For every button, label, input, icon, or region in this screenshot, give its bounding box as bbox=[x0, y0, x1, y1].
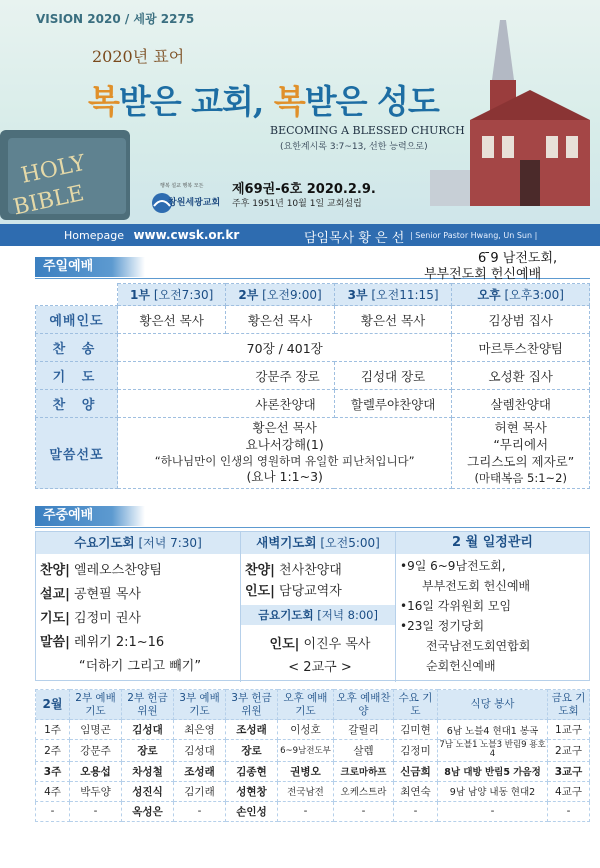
table-cell: 성진식 bbox=[122, 781, 174, 801]
column-title: 수요기도회 bbox=[74, 535, 135, 550]
item-key: 찬양| bbox=[40, 563, 70, 578]
column-header: 2부 예배기도 bbox=[70, 690, 122, 720]
duty-roster-table bbox=[35, 689, 590, 822]
table-cell: 김상범 집사 bbox=[452, 306, 590, 334]
logo-tagline: 행복 설교 행복 모든 bbox=[160, 183, 204, 189]
table-cell: 차성철 bbox=[122, 761, 174, 781]
table-cell: 최은영 bbox=[174, 720, 226, 740]
table-cell: 4주 bbox=[36, 781, 70, 801]
table-cell: 조성래 bbox=[174, 761, 226, 781]
table-cell: 김성대 bbox=[122, 720, 174, 740]
row-label: 예배인도 bbox=[36, 306, 118, 334]
sermon-scripture: (요나 1:1~3) bbox=[246, 469, 323, 485]
column-header: 2월 bbox=[36, 690, 70, 720]
service-name: 2부 bbox=[238, 288, 259, 302]
bulletin-header bbox=[0, 0, 600, 246]
table-cell: 9남 남양 내동 현대2 bbox=[438, 781, 548, 801]
service-time: [오전7:30] bbox=[153, 288, 214, 302]
table-cell: - bbox=[394, 801, 438, 821]
table-row bbox=[36, 334, 590, 362]
table-cell: 황은선 목사 bbox=[334, 306, 452, 334]
table-cell: 김미현 bbox=[394, 720, 438, 740]
service-time: [오후3:00] bbox=[504, 288, 564, 302]
table-row bbox=[36, 306, 590, 334]
sermon-cell bbox=[118, 418, 452, 489]
table-cell: 70장 / 401장 bbox=[118, 334, 452, 362]
pm-sermon-title: “무리에서 bbox=[493, 436, 549, 452]
service-name: 1부 bbox=[130, 288, 150, 302]
homepage-url[interactable]: www.cwsk.or.kr bbox=[133, 228, 240, 242]
table-cell: 4교구 bbox=[548, 781, 590, 801]
service-pm-header bbox=[452, 284, 590, 306]
column-header bbox=[36, 532, 240, 554]
table-cell: 장로 bbox=[226, 740, 278, 762]
table-cell: 2주 bbox=[36, 740, 70, 762]
schedule-item: 전국남전도회연합회 bbox=[426, 639, 531, 653]
table-cell: 김종현 bbox=[226, 761, 278, 781]
table-cell: - bbox=[438, 801, 548, 821]
list-item bbox=[40, 583, 240, 602]
table-cell: 마르투스찬양팀 bbox=[452, 334, 590, 362]
table-cell: - bbox=[548, 801, 590, 821]
table-cell: 7남 노블1 노블3 반림9 용호4 bbox=[439, 740, 546, 760]
service-name: 오후 bbox=[477, 288, 501, 302]
table-cell: 오용섭 bbox=[70, 761, 122, 781]
table-row bbox=[36, 284, 590, 306]
column-time: [오전5:00] bbox=[316, 536, 380, 550]
table-row bbox=[36, 720, 590, 740]
table-cell: 조성래 bbox=[226, 720, 278, 740]
column-header: 오후 예배기도 bbox=[278, 690, 334, 720]
table-cell: 이성호 bbox=[278, 720, 334, 740]
schedule-item: •9일 6~9남전도회, bbox=[400, 559, 506, 573]
column-header: 수요 기도 bbox=[394, 690, 438, 720]
column-header: 3부 예배기도 bbox=[174, 690, 226, 720]
column-header: 오후 예배찬양 bbox=[334, 690, 394, 720]
headline bbox=[88, 76, 439, 123]
table-cell: 3교구 bbox=[548, 761, 590, 781]
pm-preacher: 허현 목사 bbox=[494, 420, 547, 435]
item-value: 천사찬양대 bbox=[274, 563, 342, 578]
table-row bbox=[36, 801, 590, 821]
headline-part: 복 bbox=[88, 82, 119, 121]
table-cell: 임명곤 bbox=[70, 720, 122, 740]
pm-sermon-cell bbox=[452, 418, 590, 489]
service-name: 3부 bbox=[347, 288, 368, 302]
monthly-schedule-header: 2 월 일정관리 bbox=[396, 532, 589, 554]
table-cell: - bbox=[334, 801, 394, 821]
table-cell: 김성대 bbox=[174, 740, 226, 762]
church-name: 창원세광교회 bbox=[168, 198, 221, 208]
headline-part: 복 bbox=[273, 82, 305, 121]
schedule-item: •16일 각위원회 모임 bbox=[400, 599, 512, 613]
table-cell: - bbox=[36, 801, 70, 821]
service-2-header bbox=[226, 284, 334, 306]
item-key: 설교| bbox=[40, 587, 70, 602]
list-item bbox=[245, 633, 395, 652]
row-label: 찬 송 bbox=[36, 334, 118, 362]
table-cell: 2교구 bbox=[548, 740, 590, 762]
svg-text:BIBLE: BIBLE bbox=[11, 181, 87, 221]
weekday-worship-title: 주중예배 bbox=[35, 506, 145, 526]
wednesday-prayer-column bbox=[36, 532, 241, 682]
item-key: 찬양| bbox=[245, 563, 275, 578]
table-cell: 손인성 bbox=[226, 801, 278, 821]
sunday-worship-title: 주일예배 bbox=[35, 257, 145, 277]
svg-text:HOLY: HOLY bbox=[18, 150, 88, 189]
table-cell: 박두양 bbox=[70, 781, 122, 801]
table-cell: 신금희 bbox=[394, 761, 438, 781]
item-key: 인도| bbox=[245, 584, 275, 599]
list-item bbox=[40, 559, 240, 578]
column-header: 금요 기도회 bbox=[548, 690, 590, 720]
table-cell: 오케스트라 bbox=[334, 781, 394, 801]
table-cell: 황은선 목사 bbox=[118, 306, 226, 334]
table-row bbox=[36, 781, 590, 801]
motto-label: 2020년 표어 bbox=[92, 47, 185, 66]
table-cell: 김성대 장로 bbox=[334, 362, 452, 390]
table-row bbox=[36, 362, 590, 390]
table-cell: 크로마하프 bbox=[334, 761, 394, 781]
service-time: [오전11:15] bbox=[371, 288, 439, 302]
table-cell: 권병오 bbox=[278, 761, 334, 781]
column-header: 식당 봉사 bbox=[438, 690, 548, 720]
table-cell: 8남 대방 반림5 가음정 bbox=[438, 761, 548, 781]
table-cell: 강문주 장로 bbox=[118, 362, 335, 390]
senior-pastor: 담임목사 황 은 선 bbox=[304, 231, 405, 246]
bible-image bbox=[0, 120, 140, 230]
senior-pastor-english: | Senior Pastor Hwang, Un Sun | bbox=[410, 231, 538, 240]
table-cell: 성현창 bbox=[226, 781, 278, 801]
list-item bbox=[40, 631, 240, 650]
schedule-item: •23일 정기당회 bbox=[400, 619, 485, 633]
row-label: 기 도 bbox=[36, 362, 118, 390]
item-key: 기도| bbox=[40, 611, 70, 626]
table-cell: - bbox=[174, 801, 226, 821]
table-cell: 살렘 bbox=[334, 740, 394, 762]
headline-part: 받은 성도 bbox=[304, 82, 439, 121]
table-row bbox=[36, 418, 590, 489]
item-value: 공현필 목사 bbox=[69, 587, 141, 602]
founded-date: 주후 1951년 10월 1일 교회설립 bbox=[232, 199, 362, 209]
special-service-line-2: 부부전도회 헌신예배 bbox=[424, 267, 542, 282]
table-cell: 3주 bbox=[36, 761, 70, 781]
column-header bbox=[241, 532, 395, 554]
schedule-item: 부부전도회 헌신예배 bbox=[422, 579, 531, 593]
table-cell: 살렘찬양대 bbox=[452, 390, 590, 418]
table-cell: 강문주 bbox=[70, 740, 122, 762]
column-header: 3부 헌금위원 bbox=[226, 690, 278, 720]
service-time: [오전9:00] bbox=[262, 288, 322, 302]
sunday-worship-table bbox=[35, 283, 590, 489]
service-1-header bbox=[118, 284, 226, 306]
sermon-series: 요나서강해(1) bbox=[245, 436, 324, 452]
table-cell: 김정미 bbox=[394, 740, 438, 762]
dawn-friday-column bbox=[241, 532, 396, 682]
table-cell: - bbox=[70, 801, 122, 821]
special-service-line-1: 6 ̄9 남전도회, bbox=[478, 251, 558, 266]
vision-label: VISION 2020 / 세광 2275 bbox=[36, 12, 195, 26]
table-cell: 옥성은 bbox=[122, 801, 174, 821]
column-header: 2부 헌금위원 bbox=[122, 690, 174, 720]
table-cell: 김기래 bbox=[174, 781, 226, 801]
column-time: [저녁 7:30] bbox=[134, 536, 202, 550]
pm-sermon-scripture: (마태복음 5:1~2) bbox=[474, 470, 567, 485]
schedule-item: 순회헌신예배 bbox=[426, 659, 496, 673]
item-value: 엘레오스찬양팀 bbox=[69, 563, 162, 578]
issue-number: 제69권-6호 2020.2.9. bbox=[232, 182, 376, 197]
homepage bbox=[64, 228, 239, 242]
friday-prayer-header bbox=[241, 605, 395, 625]
service-3-header bbox=[334, 284, 452, 306]
table-row bbox=[36, 390, 590, 418]
table-cell bbox=[36, 284, 118, 306]
list-item bbox=[245, 580, 395, 599]
item-value: 담당교역자 bbox=[274, 584, 342, 599]
english-title: BECOMING A BLESSED CHURCH bbox=[270, 124, 465, 137]
table-cell: 할렐루야찬양대 bbox=[334, 390, 452, 418]
table-cell: 6~9남전도부 bbox=[278, 740, 334, 762]
table-row bbox=[36, 740, 590, 762]
table-cell: 최연숙 bbox=[394, 781, 438, 801]
table-cell: - bbox=[278, 801, 334, 821]
table-cell: 오성환 집사 bbox=[452, 362, 590, 390]
item-key: 인도| bbox=[269, 637, 300, 652]
table-cell: 6남 노블4 현대1 봉곡 bbox=[438, 720, 548, 740]
column-title: 새벽기도회 bbox=[256, 535, 317, 550]
church-building-image bbox=[430, 20, 600, 206]
column-time: [저녁 8:00] bbox=[313, 608, 378, 622]
table-cell: 갈릴리 bbox=[334, 720, 394, 740]
section-divider bbox=[35, 527, 590, 528]
list-item bbox=[40, 607, 240, 626]
table-cell: 1교구 bbox=[548, 720, 590, 740]
scripture-reference: (요한계시록 3:7~13, 선한 능력으로) bbox=[280, 142, 428, 152]
table-cell: 1주 bbox=[36, 720, 70, 740]
pm-sermon-title: 그리스도의 제자로” bbox=[467, 453, 575, 469]
sermon-preacher: 황은선 목사 bbox=[252, 420, 317, 435]
table-cell: 전국남전 bbox=[278, 781, 334, 801]
table-cell: 샤론찬양대 bbox=[118, 390, 335, 418]
table-header-row bbox=[36, 690, 590, 720]
row-label: 말씀선포 bbox=[36, 418, 118, 489]
column-title: 금요기도회 bbox=[258, 608, 314, 622]
sermon-title: “하나님만이 인생의 영원하며 유일한 피난처입니다” bbox=[154, 453, 415, 468]
item-key: 말씀| bbox=[40, 635, 70, 650]
item-value: 김정미 권사 bbox=[69, 611, 141, 626]
headline-part: 받은 교회, bbox=[118, 82, 274, 121]
homepage-label: Homepage bbox=[64, 229, 124, 242]
item-value: 레위기 2:1~16 bbox=[69, 635, 165, 650]
wednesday-sermon-title: “더하기 그리고 빼기” bbox=[78, 659, 202, 674]
item-value: 이진우 목사 bbox=[299, 637, 371, 652]
row-label: 찬 양 bbox=[36, 390, 118, 418]
monthly-schedule-column bbox=[396, 532, 589, 682]
table-cell: 장로 bbox=[122, 740, 174, 762]
table-cell: 황은선 목사 bbox=[226, 306, 334, 334]
friday-district: < 2교구 > bbox=[288, 660, 352, 675]
weekday-worship-box bbox=[35, 531, 590, 681]
list-item bbox=[245, 559, 395, 578]
table-row bbox=[36, 761, 590, 781]
